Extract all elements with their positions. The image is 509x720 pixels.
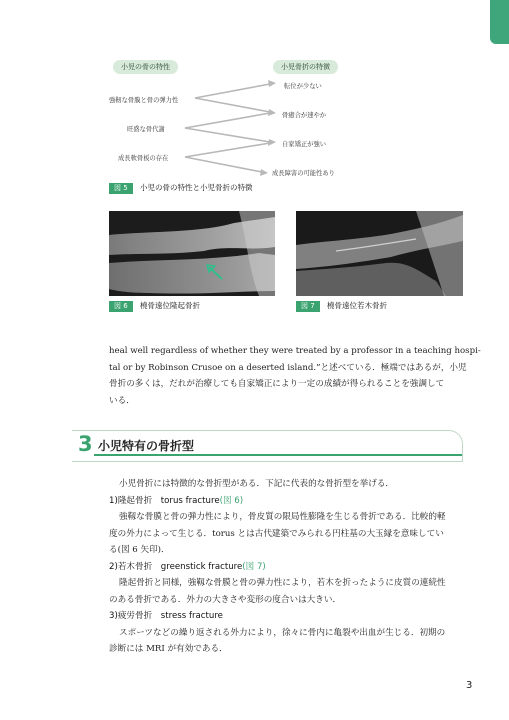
item2-line-1: 隆起骨折と同様，強靱な骨膜と骨の弾力性により，若木を折ったように皮質の連続性 [119,578,446,588]
item2-heading [109,559,463,576]
arrow-2-b [185,128,270,142]
figure6-label: 図 6 [109,301,133,312]
item1-heading [109,493,463,510]
section-title: 小児特有の骨折型 [98,439,195,453]
item2-figure-ref: (図 7) [242,561,266,572]
figure7-caption: 橈骨遠位若木骨折 [327,301,387,310]
item1-figure-ref: (図 6) [219,495,244,506]
section-body [109,476,463,658]
intro-line-1: heal well regardless of whether they were treated by a professor in a teaching hospi- [109,346,481,356]
arrow-1-b [195,98,270,112]
figure7-label: 図 7 [296,301,320,312]
left-item-3: 成長軟骨板の存在 [118,155,169,162]
right-item-3: 自家矯正が強い [282,141,327,148]
figure5-label: 図 5 [109,183,133,194]
item1-heading-text: 1)隆起骨折 torus fracture [109,495,220,506]
item2-heading-text: 2)若木骨折 greenstick fracture [109,561,243,572]
figure5-arrows [0,0,509,190]
arrow-1-a [195,84,270,98]
figure6-xray-drawing [109,211,275,296]
item3-heading [109,608,463,625]
arrow-2-a [185,113,270,128]
arrow-3-b [185,157,262,172]
figure6-xray-image [109,211,275,296]
right-header: 小児骨折の特徴 [273,60,338,74]
item1-line-1: 強靱な骨膜と骨の弾力性により，骨皮質の限局性膨隆を生じる骨折である．比較的軽 [119,512,446,522]
arrow-3-a [185,143,270,157]
section-underline [94,454,462,456]
right-item-1: 転位が少ない [284,83,322,90]
page-number: 3 [466,680,473,691]
figure5-caption: 小児の骨の特性と小児骨折の特徴 [140,183,253,192]
figure7-xray-drawing [296,211,463,296]
figure6-caption: 橈骨遠位隆起骨折 [140,301,200,310]
item1-line-2: 度の外力によって生じる．torus とは古代建築でみられる円柱基の大玉縁を意味してい [109,528,444,539]
item3-line-2: 診断には MRI が有効である． [109,644,228,654]
intro-line-3: 骨折の多くは，だれが治療しても自家矯正により一定の成績が得られることを強調して [109,379,445,389]
left-item-2: 旺盛な骨代謝 [127,126,165,133]
left-header: 小児の骨の特性 [113,60,178,74]
section-number: 3 [78,432,93,456]
intro-line-2: tal or by Robinson Crusoe on a deserted island.”と述べている．極端ではあるが，小児 [109,362,467,373]
item2-line-2: のある骨折である．外力の大きさや変形の度合いは大きい． [109,594,342,605]
left-item-1: 強靭な骨膜と骨の弾力性 [109,97,179,104]
item3-heading-text: 3)疲労骨折 stress fracture [109,611,223,621]
intro-line-4: いる． [109,395,135,406]
figure7-xray-image [296,211,463,296]
right-item-2: 骨癒合が速やか [282,112,327,119]
item3-line-1: スポーツなどの繰り返される外力により，徐々に骨内に亀裂や出血が生じる．初期の [119,627,446,638]
body-intro: 小児骨折には特徴的な骨折型がある．下記に代表的な骨折型を挙げる． [119,479,395,489]
intro-paragraph [109,343,481,409]
right-item-4: 成長障害の可能性あり [272,170,335,177]
item1-line-3: る(図 6 矢印)． [109,545,170,555]
